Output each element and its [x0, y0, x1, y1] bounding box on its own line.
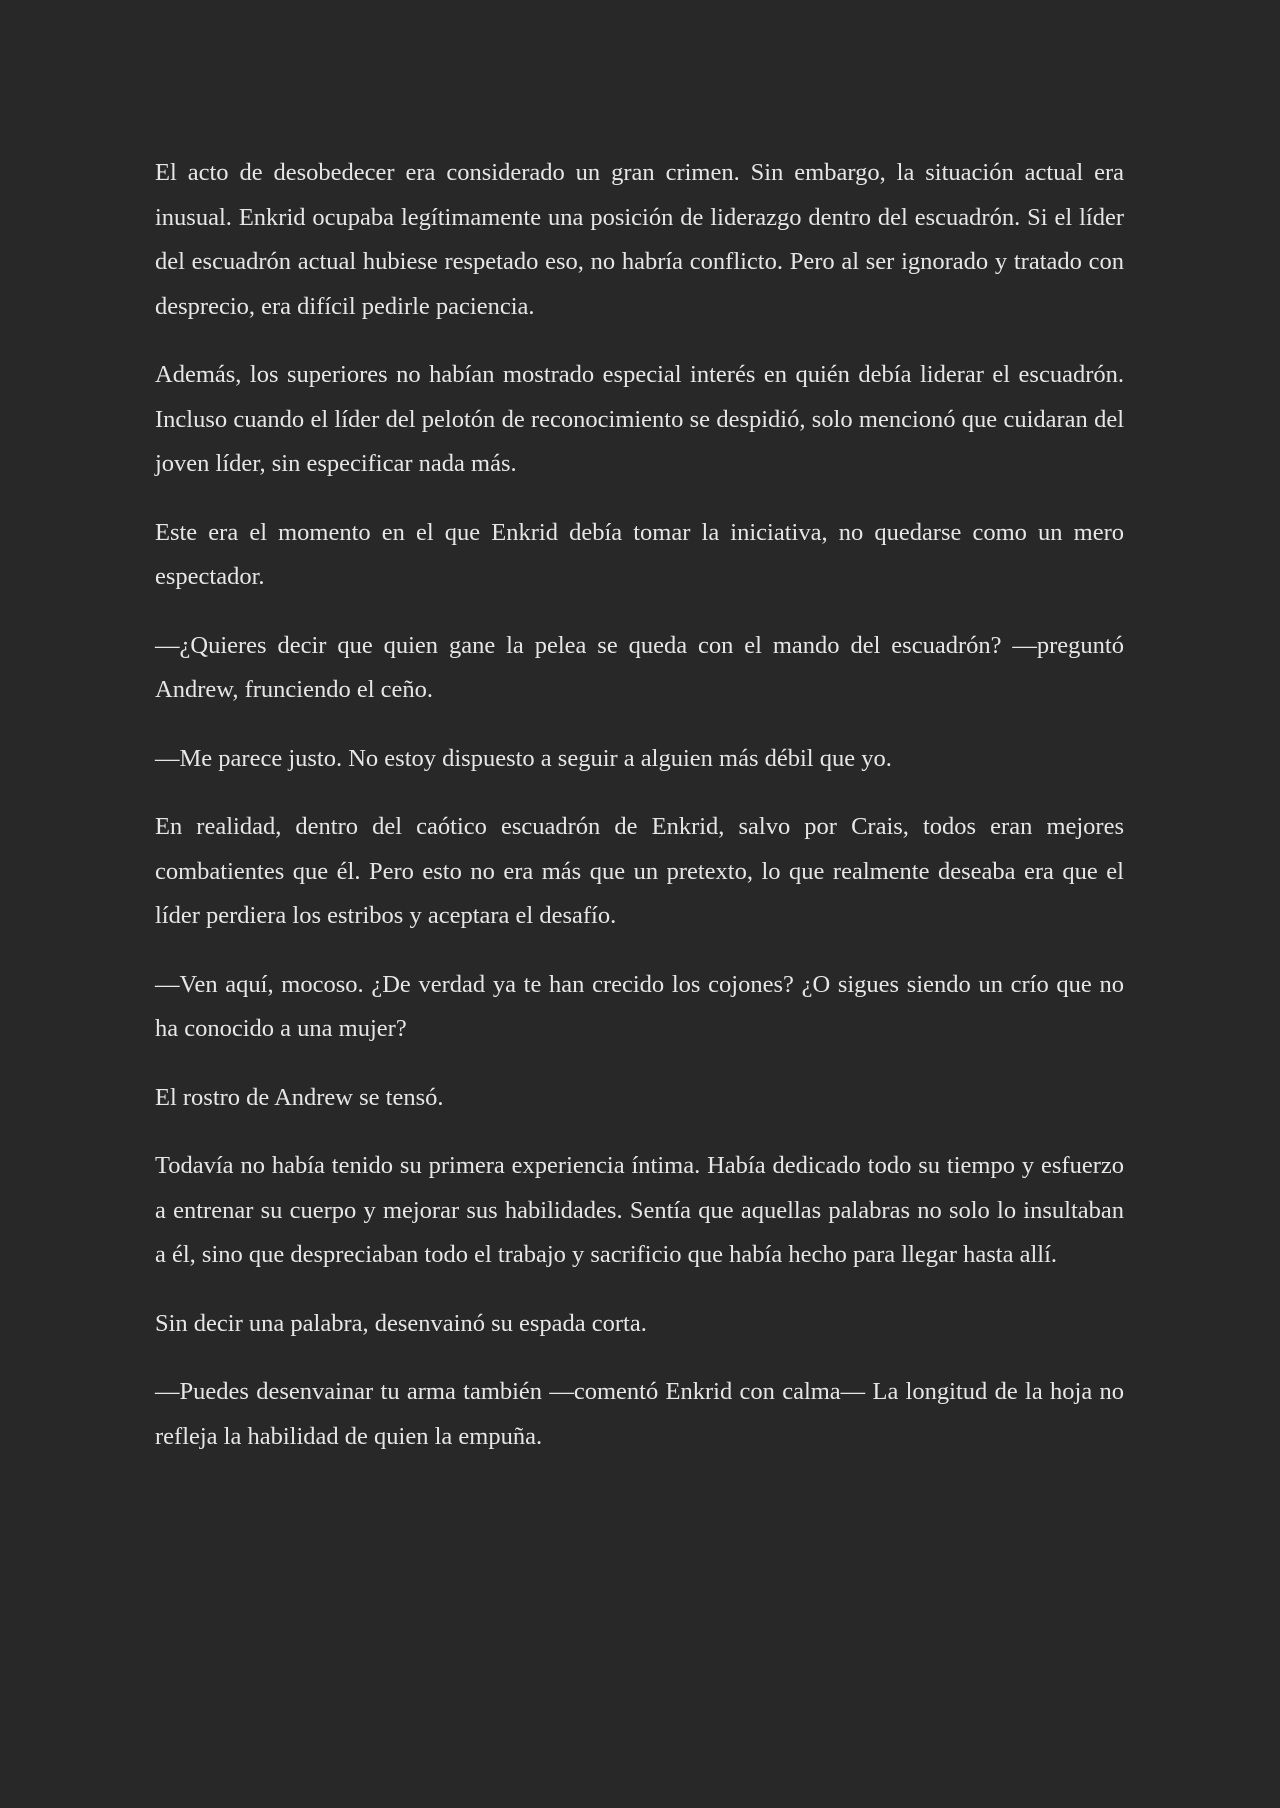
- paragraph: —Ven aquí, mocoso. ¿De verdad ya te han crecido los cojones? ¿O sigues siendo un crío que no ha conocido a una mujer?: [155, 970, 1124, 1042]
- paragraph: Sin decir una palabra, desenvainó su espada corta.: [155, 1309, 647, 1337]
- paragraph: En realidad, dentro del caótico escuadrón de Enkrid, salvo por Crais, todos eran mejores combatientes que él. Pero esto no era más que un pretexto, lo que realmente deseaba era que el líder perdiera los estribos y aceptara el desafío.: [155, 813, 1124, 929]
- paragraph: El rostro de Andrew se tensó.: [155, 1083, 444, 1111]
- paragraph: —Puedes desenvainar tu arma también —comentó Enkrid con calma— La longitud de la hoja no refleja la habilidad de quien la empuña.: [155, 1378, 1124, 1450]
- paragraph: El acto de desobedecer era considerado un gran crimen. Sin embargo, la situación actual era inusual. Enkrid ocupaba legítimamente una posición de liderazgo dentro del escuadrón. Si el líder del escuadrón actual hubiese respetado eso, no habría conflicto. Pero al ser ignorado y tratado con desprecio, era difícil pedirle paciencia.: [155, 159, 1124, 320]
- paragraph: —¿Quieres decir que quien gane la pelea se queda con el mando del escuadrón? —preguntó Andrew, frunciendo el ceño.: [155, 631, 1124, 703]
- paragraph: —Me parece justo. No estoy dispuesto a seguir a alguien más débil que yo.: [155, 744, 892, 772]
- reading-pane: [155, 151, 1124, 1483]
- paragraph: Este era el momento en el que Enkrid debía tomar la iniciativa, no quedarse como un mero espectador.: [155, 518, 1124, 590]
- paragraph: Todavía no había tenido su primera experiencia íntima. Había dedicado todo su tiempo y esfuerzo a entrenar su cuerpo y mejorar sus habilidades. Sentía que aquellas palabras no solo lo insultaban a él, sino que despreciaban todo el trabajo y sacrificio que había hecho para llegar hasta allí.: [155, 1152, 1124, 1268]
- paragraph: Además, los superiores no habían mostrado especial interés en quién debía liderar el escuadrón. Incluso cuando el líder del pelotón de reconocimiento se despidió, solo mencionó que cuidaran del joven líder, sin especificar nada más.: [155, 361, 1124, 477]
